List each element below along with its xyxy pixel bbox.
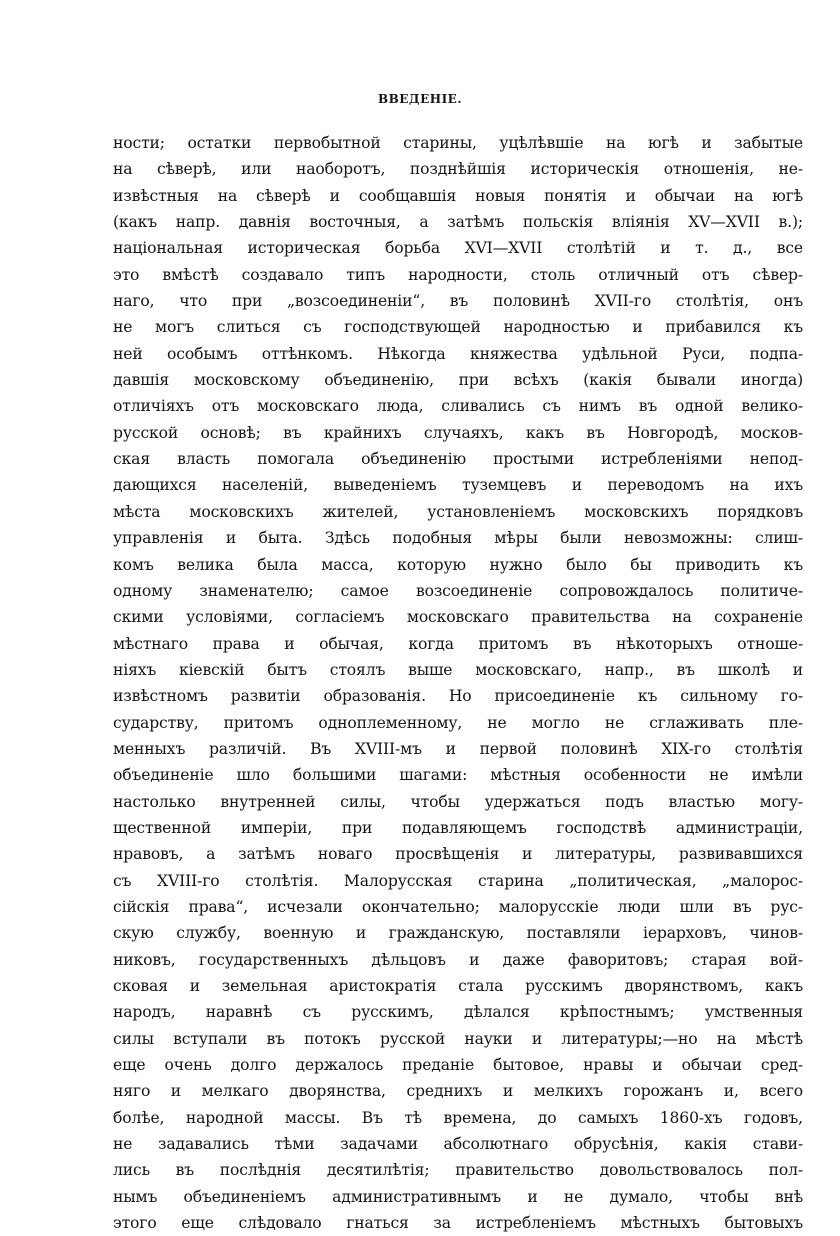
text-line: (какъ напр. давнія восточныя, а затѣмъ польскія вліянія XV—XVII в.); xyxy=(113,213,803,232)
text-line: сударству, притомъ одноплеменному, не могло не сглаживать пле- xyxy=(113,713,803,732)
text-line: мѣстнаго права и обычая, когда притомъ въ нѣкоторыхъ отноше- xyxy=(113,634,803,653)
text-line: съ XVIII-го столѣтія. Малорусская старина „политическая, „малорос- xyxy=(113,871,803,890)
text-line: нравовъ, а затѣмъ новаго просвѣщенія и литературы, развивавшихся xyxy=(113,845,803,864)
text-line: наго, что при „возсоединеніи“, въ половинѣ XVII-го столѣтія, онъ xyxy=(113,292,803,311)
text-line: ности; остатки первобытной старины, уцѣлѣвшіе на югѣ и забытые xyxy=(113,134,803,152)
text-line: сковая и земельная аристократія стала русскимъ дворянствомъ, какъ xyxy=(113,977,803,995)
text-line: на сѣверѣ, или наоборотъ, позднѣйшія историческія отношенія, не- xyxy=(113,160,803,179)
text-line: ней особымъ оттѣнкомъ. Нѣкогда княжества удѣльной Руси, подпа- xyxy=(113,344,803,363)
text-line: извѣстныя на сѣверѣ и сообщавшія новыя понятія и обычаи на югѣ xyxy=(113,186,803,205)
text-line: комъ велика была масса, которую нужно было бы приводить къ xyxy=(113,555,803,574)
text-line: отличіяхъ отъ московскаго люда, сливались съ нимъ въ одной велико- xyxy=(113,397,803,416)
text-line: менныхъ различій. Въ XVIII-мъ и первой половинѣ XIX-го столѣтія xyxy=(113,739,803,758)
text-line: извѣстномъ развитіи образованія. Но присоединеніе къ сильному го- xyxy=(113,687,803,706)
text-line: скими условіями, согласіемъ московскаго правительства на сохраненіе xyxy=(113,608,803,627)
text-line: ніяхъ кіевскій бытъ стоялъ выше московскаго, напр., въ школѣ и xyxy=(113,660,803,679)
text-line: еще очень долго держалось преданіе бытовое, нравы и обычаи сред- xyxy=(113,1056,803,1075)
text-line: ская власть помогала объединенію простыми истребленіями непод- xyxy=(113,450,803,469)
text-line: нымъ объединеніемъ административнымъ и не думало, чтобы внѣ xyxy=(113,1187,803,1206)
text-line: болѣе, народной массы. Въ тѣ времена, до самыхъ 1860-хъ годовъ, xyxy=(113,1108,803,1127)
text-line: лись въ послѣднія десятилѣтія; правительство довольствовалось пол- xyxy=(113,1161,803,1180)
text-line: одному знаменателю; самое возсоединеніе сопровождалось политиче- xyxy=(113,581,803,600)
body-text xyxy=(113,130,803,1236)
text-line: няго и мелкаго дворянства, среднихъ и мелкихъ горожанъ и, всего xyxy=(113,1082,803,1101)
text-line: щественной имперіи, при подавляющемъ господствѣ администраціи, xyxy=(113,818,803,837)
text-line: объединеніе шло большими шагами: мѣстныя особенности не имѣли xyxy=(113,766,803,785)
text-line: управленія и быта. Здѣсь подобныя мѣры были невозможны: слиш- xyxy=(113,529,803,548)
text-line: не задавались тѣми задачами абсолютнаго обрусѣнія, какія стави- xyxy=(113,1135,803,1154)
text-line: національная историческая борьба XVI—XVII столѣтій и т. д., все xyxy=(113,239,803,258)
text-line: скую службу, военную и гражданскую, поставляли іерарховъ, чинов- xyxy=(113,924,803,943)
text-line: народъ, наравнѣ съ русскимъ, дѣлался крѣпостнымъ; умственныя xyxy=(113,1003,803,1022)
text-line: не могъ слиться съ господствующей народностью и прибавился къ xyxy=(113,318,803,337)
text-line: дающихся населеній, выведеніемъ туземцевъ и переводомъ на ихъ xyxy=(113,476,803,495)
text-line: это вмѣстѣ создавало типъ народности, столь отличный отъ сѣвер- xyxy=(113,265,803,284)
running-title: ВВЕДЕНІЕ. xyxy=(377,92,463,106)
text-line: русской основѣ; въ крайнихъ случаяхъ, какъ въ Новгородѣ, москов- xyxy=(113,423,803,442)
text-line: силы вступали въ потокъ русской науки и литературы;—но на мѣстѣ xyxy=(113,1029,803,1048)
text-line: сійскія права“, исчезали окончательно; малорусскіе люди шли въ рус- xyxy=(113,897,803,916)
text-line: никовъ, государственныхъ дѣльцовъ и даже фаворитовъ; старая вой- xyxy=(113,950,803,969)
text-line: этого еще слѣдовало гнаться за истребленіемъ мѣстныхъ бытовыхъ xyxy=(113,1214,803,1233)
text-line: мѣста московскихъ жителей, установленіемъ московскихъ порядковъ xyxy=(113,502,803,521)
text-line: давшія московскому объединенію, при всѣхъ (какія бывали иногда) xyxy=(113,371,803,390)
text-line: настолько внутренней силы, чтобы удержаться подъ властью могу- xyxy=(113,792,803,811)
